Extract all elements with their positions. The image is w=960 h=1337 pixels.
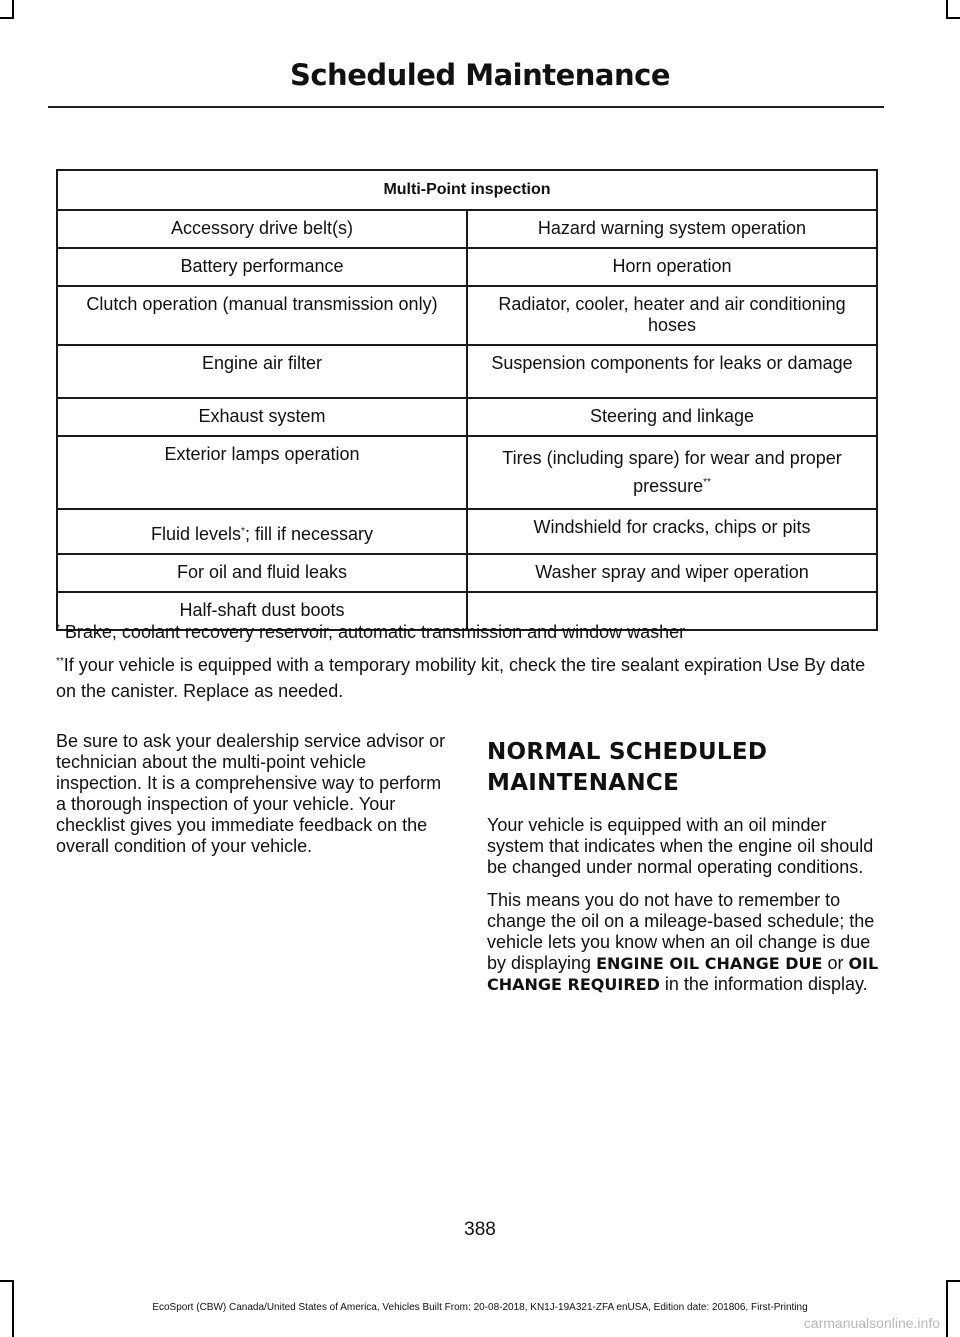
table-row: [57, 210, 877, 248]
footnote: [56, 652, 886, 704]
paragraph-text: This means you do not have to remember to change the oil on a mileage-based schedule; the vehicle lets you know when an oil change is due by displaying: [487, 890, 875, 973]
body-paragraph: [487, 890, 880, 995]
footnote: [56, 619, 886, 645]
table-cell: Exterior lamps operation: [57, 436, 467, 509]
heading-line: MAINTENANCE: [487, 770, 680, 796]
page-title: Scheduled Maintenance: [289, 58, 671, 92]
table-cell: Horn operation: [467, 248, 877, 286]
display-message: ENGINE OIL CHANGE DUE: [596, 954, 823, 973]
table-row: [57, 286, 877, 345]
cell-text: Fluid levels: [151, 524, 242, 544]
footnote-text: If your vehicle is equipped with a temporary mobility kit, check the tire sealant expiration Use By date on the canister. Replace as needed.: [56, 655, 866, 701]
paragraph-text: in the information display.: [659, 974, 868, 994]
table-cell: [57, 509, 467, 554]
table-row: [57, 248, 877, 286]
section-heading: [487, 738, 880, 797]
page-number: 388: [464, 1219, 496, 1240]
table-cell: Hazard warning system operation: [467, 210, 877, 248]
table-cell: [467, 436, 877, 509]
table-row: [57, 345, 877, 398]
table-row: [57, 509, 877, 554]
table-cell: Battery performance: [57, 248, 467, 286]
heading-line: NORMAL SCHEDULED: [487, 739, 768, 765]
table-cell: Clutch operation (manual transmission only): [57, 286, 467, 345]
cell-text: ; fill if necessary: [244, 524, 373, 544]
crop-mark: [946, 17, 960, 19]
right-column: [487, 738, 880, 1007]
table-cell: Engine air filter: [57, 345, 467, 398]
display-message: OIL CHANGE REQUIRED: [487, 954, 879, 994]
body-paragraph: Be sure to ask your dealership service advisor or technician about the multi-point vehicle inspection. It is a comprehensive way to perform a thorough inspection of your vehicle. Your checklist gives you immediate feedback on the overall condition of your vehicle.: [56, 731, 446, 856]
cell-text: Tires (including spare) for wear and proper pressure: [502, 448, 842, 496]
table-cell: Suspension components for leaks or damage: [467, 345, 877, 398]
crop-mark: [0, 17, 14, 19]
table-cell: Half-shaft dust boots: [57, 592, 467, 630]
edition-footer: EcoSport (CBW) Canada/United States of America, Vehicles Built From: 20-08-2018, KN1J-19A321-ZFA enUSA, Edition date: 201806, First-Printing: [152, 1302, 808, 1313]
multi-point-inspection-table: [56, 169, 878, 631]
table-header-row: [57, 170, 877, 210]
table-row: [57, 436, 877, 509]
table-title: Multi-Point inspection: [57, 170, 877, 210]
crop-mark: [946, 0, 948, 18]
footnote-text: Brake, coolant recovery reservoir, automatic transmission and window washer: [59, 622, 686, 642]
table-row: [57, 398, 877, 436]
footnote-mark: **: [703, 477, 711, 488]
crop-mark: [0, 1280, 14, 1282]
crop-mark: [946, 1280, 960, 1282]
table-cell: Windshield for cracks, chips or pits: [467, 509, 877, 554]
watermark: carmanualsonline.info: [803, 1315, 940, 1331]
table-cell: Radiator, cooler, heater and air conditioning hoses: [467, 286, 877, 345]
table-cell: Steering and linkage: [467, 398, 877, 436]
paragraph-text: or: [822, 953, 849, 973]
table-row: [57, 554, 877, 592]
crop-mark: [12, 0, 14, 18]
left-column: [56, 731, 451, 869]
footnote-mark: *: [241, 526, 245, 537]
footnote-mark: **: [56, 656, 64, 667]
table-cell: Accessory drive belt(s): [57, 210, 467, 248]
footnote-mark: *: [56, 623, 60, 634]
table-cell: Washer spray and wiper operation: [467, 554, 877, 592]
header-rule: [48, 106, 884, 108]
table-cell: For oil and fluid leaks: [57, 554, 467, 592]
body-paragraph: Your vehicle is equipped with an oil minder system that indicates when the engine oil should be changed under normal operating conditions.: [487, 815, 874, 877]
table-cell: Exhaust system: [57, 398, 467, 436]
